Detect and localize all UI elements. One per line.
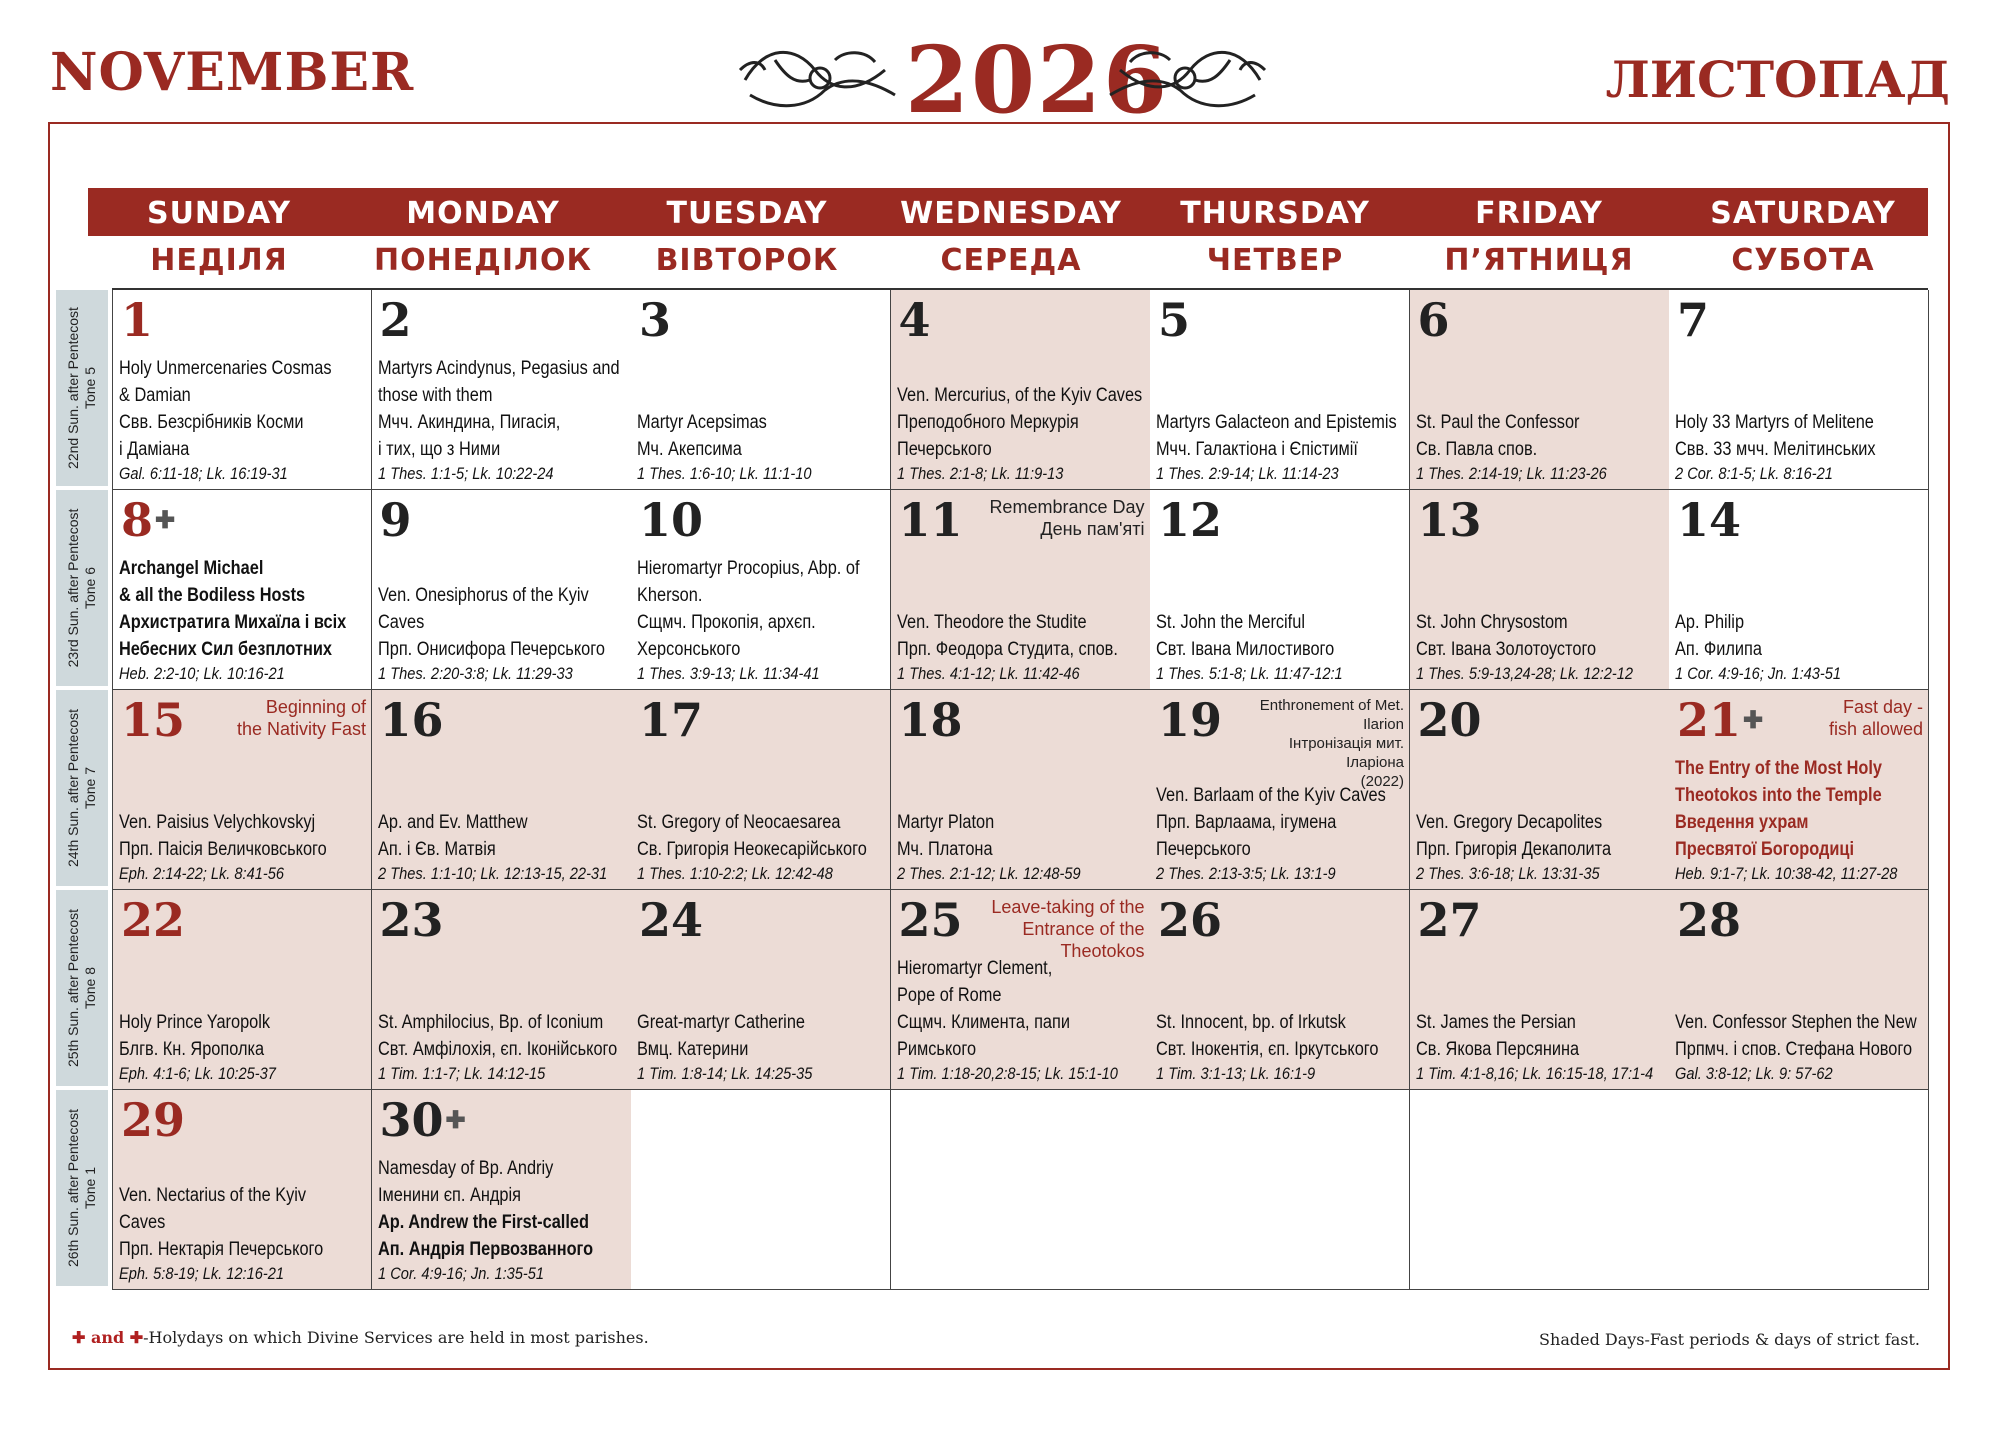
week-label bbox=[56, 290, 108, 486]
day-note: Enthronement of Met. Ilarion Інтронізація мит. Іларіона (2022) bbox=[1259, 697, 1404, 790]
day-number bbox=[1158, 494, 1222, 546]
readings-line: Heb. 9:1-7; Lk. 10:38-42, 11:27-28 bbox=[1675, 864, 1898, 883]
weekday-en: WEDNESDAY bbox=[900, 196, 1122, 231]
empty-cell bbox=[891, 1090, 1151, 1290]
day-number-text: 17 bbox=[639, 693, 704, 747]
readings-line: 1 Thes. 1:10-2:2; Lk. 12:42-48 bbox=[637, 864, 833, 883]
feast-line: Holy Prince Yaropolk bbox=[119, 1012, 271, 1033]
day-cell bbox=[112, 690, 372, 890]
feast-description bbox=[1416, 609, 1665, 685]
feast-line: Ven. Nectarius of the Kyiv bbox=[119, 1185, 307, 1206]
feast-description bbox=[1156, 409, 1405, 485]
week-label-text bbox=[65, 909, 99, 1067]
week-label-text bbox=[65, 1109, 99, 1267]
day-cell bbox=[1669, 690, 1929, 890]
readings-line: 1 Thes. 1:1-5; Lk. 10:22-24 bbox=[377, 464, 554, 483]
feast-line: Мч. Акепсима bbox=[637, 439, 742, 460]
day-number-text: 9 bbox=[379, 493, 412, 547]
day-cell bbox=[372, 1090, 632, 1290]
feast-line: Ven. Onesiphorus of the Kyiv bbox=[377, 585, 589, 606]
day-number-text: 6 bbox=[1417, 293, 1450, 347]
day-number-text: 22 bbox=[121, 893, 186, 947]
day-number bbox=[121, 1094, 185, 1146]
feast-line: & Damian bbox=[119, 385, 191, 406]
feast-line: і Даміана bbox=[119, 439, 190, 460]
holyday-cross-icon: ✚ bbox=[1743, 705, 1764, 734]
feast-description bbox=[1675, 609, 1924, 685]
weekday-thursday bbox=[1144, 188, 1406, 280]
feast-description bbox=[1675, 755, 1924, 885]
day-number-text: 24 bbox=[639, 893, 704, 947]
weekday-en: SATURDAY bbox=[1710, 196, 1896, 231]
readings-line: 1 Thes. 2:1-8; Lk. 11:9-13 bbox=[896, 464, 1063, 483]
day-number-text: 3 bbox=[639, 293, 672, 347]
weekday-tuesday bbox=[616, 188, 878, 280]
readings-line: 1 Thes. 2:14-19; Lk. 11:23-26 bbox=[1415, 464, 1607, 483]
day-cell bbox=[891, 490, 1151, 690]
feast-description bbox=[119, 809, 367, 885]
feast-line: Martyr Platon bbox=[896, 812, 994, 833]
day-cell bbox=[1410, 290, 1670, 490]
day-cell bbox=[372, 690, 632, 890]
empty-cell bbox=[1150, 1090, 1410, 1290]
feast-line: Іменини єп. Андрія bbox=[377, 1185, 521, 1206]
day-cell bbox=[1150, 290, 1410, 490]
week-label bbox=[56, 490, 108, 686]
day-number bbox=[899, 494, 963, 546]
day-cell bbox=[1410, 690, 1670, 890]
day-number bbox=[380, 894, 444, 946]
readings-line: 1 Tim. 4:1-8,16; Lk. 16:15-18, 17:1-4 bbox=[1415, 1064, 1653, 1083]
feast-description bbox=[119, 1182, 367, 1285]
weekday-en: MONDAY bbox=[406, 196, 560, 231]
feast-line: St. John the Merciful bbox=[1156, 612, 1305, 633]
feast-line: Kherson. bbox=[637, 585, 703, 606]
day-cell bbox=[631, 890, 891, 1090]
day-number-text: 10 bbox=[639, 493, 704, 547]
weekday-sunday bbox=[88, 188, 350, 280]
feast-line: Св. Якова Персянина bbox=[1415, 1039, 1579, 1060]
day-number bbox=[1418, 494, 1482, 546]
weekday-ua: П’ЯТНИЦЯ bbox=[1444, 243, 1634, 278]
week-label-line: Tone 7 bbox=[82, 766, 98, 810]
week-label-line: Tone 1 bbox=[82, 1166, 98, 1210]
feast-line: Печерського bbox=[896, 439, 992, 460]
day-number-text: 12 bbox=[1158, 493, 1223, 547]
readings-line: 1 Cor. 4:9-16; Jn. 1:35-51 bbox=[377, 1264, 544, 1283]
feast-line: Мчч. Галактіона і Єпістимії bbox=[1156, 439, 1358, 460]
feast-line: Блгв. Кн. Ярополка bbox=[119, 1039, 265, 1060]
week-label-text bbox=[65, 709, 99, 867]
feast-line: Свт. Амфілохія, єп. Іконійського bbox=[377, 1039, 617, 1060]
day-number bbox=[380, 494, 412, 546]
feast-line: Ap. Philip bbox=[1675, 612, 1745, 633]
day-cell bbox=[112, 1090, 372, 1290]
feast-description bbox=[897, 809, 1146, 885]
feast-line: Мчч. Акиндина, Пигасія, bbox=[377, 412, 560, 433]
feast-line: Введення ухрам bbox=[1675, 812, 1809, 833]
feast-line: Сщмч. Прокопія, архєп. bbox=[637, 612, 816, 633]
day-number bbox=[1677, 694, 1763, 746]
day-cell bbox=[1669, 490, 1929, 690]
feast-line: Theotokos into the Temple bbox=[1675, 785, 1882, 806]
day-number bbox=[380, 1094, 466, 1146]
weekday-ua: СУБОТА bbox=[1731, 243, 1875, 278]
day-cell bbox=[1410, 490, 1670, 690]
readings-line: 1 Tim. 3:1-13; Lk. 16:1-9 bbox=[1156, 1064, 1316, 1083]
right-ornament-icon bbox=[1100, 40, 1270, 118]
weekday-en: SUNDAY bbox=[146, 196, 292, 231]
readings-line: 1 Tim. 1:18-20,2:8-15; Lk. 15:1-10 bbox=[896, 1064, 1118, 1083]
day-number-text: 28 bbox=[1677, 893, 1742, 947]
day-number-text: 2 bbox=[379, 293, 412, 347]
readings-line: 2 Thes. 3:6-18; Lk. 13:31-35 bbox=[1415, 864, 1600, 883]
day-number-text: 25 bbox=[898, 893, 963, 947]
day-number-text: 19 bbox=[1158, 693, 1223, 747]
feast-description bbox=[119, 555, 367, 685]
week-label-text bbox=[65, 509, 99, 668]
feast-line: Римського bbox=[896, 1039, 976, 1060]
weekday-monday bbox=[352, 188, 614, 280]
day-cell bbox=[1150, 490, 1410, 690]
day-number-text: 5 bbox=[1158, 293, 1191, 347]
day-number bbox=[639, 294, 671, 346]
weekday-ua: ВІВТОРОК bbox=[655, 243, 839, 278]
readings-line: Eph. 4:1-6; Lk. 10:25-37 bbox=[119, 1064, 276, 1083]
readings-line: Eph. 5:8-19; Lk. 12:16-21 bbox=[119, 1264, 284, 1283]
week-label-line: Tone 6 bbox=[82, 566, 98, 610]
feast-line: Прп. Григорія Декаполита bbox=[1415, 839, 1611, 860]
feast-line: Пресвятої Богородиці bbox=[1675, 839, 1855, 860]
day-number bbox=[121, 494, 175, 546]
feast-line: Свв. 33 мчч. Мелітинських bbox=[1675, 439, 1876, 460]
weekday-ua: НЕДІЛЯ bbox=[150, 243, 288, 278]
day-number bbox=[899, 694, 963, 746]
feast-description bbox=[378, 809, 627, 885]
left-ornament-icon bbox=[735, 40, 905, 118]
day-number bbox=[121, 894, 185, 946]
day-number bbox=[1158, 894, 1222, 946]
footer-legend-text: -Holydays on which Divine Services are held in most parishes. bbox=[143, 1328, 649, 1347]
day-cell bbox=[1410, 890, 1670, 1090]
day-number bbox=[1418, 694, 1482, 746]
feast-line: Namesday of Bp. Andriy bbox=[377, 1158, 553, 1179]
readings-line: 2 Thes. 1:1-10; Lk. 12:13-15, 22-31 bbox=[377, 864, 607, 883]
week-label-line: 24th Sun. after Pentecost bbox=[65, 709, 81, 867]
feast-line: St. Gregory of Neocaesarea bbox=[637, 812, 841, 833]
day-cell bbox=[1669, 290, 1929, 490]
feast-description bbox=[1675, 409, 1924, 485]
week-label bbox=[56, 690, 108, 886]
holyday-cross-icon: ✚ bbox=[155, 505, 176, 534]
feast-line: Прп. Нектарія Печерського bbox=[119, 1239, 324, 1260]
day-cell bbox=[1669, 890, 1929, 1090]
year-title: 2026 bbox=[905, 26, 1170, 134]
feast-description bbox=[1156, 1009, 1405, 1085]
feast-line: Ap. Andrew the First-called bbox=[377, 1212, 589, 1233]
day-note: Fast day - fish allowed bbox=[1828, 697, 1923, 739]
weekday-saturday bbox=[1672, 188, 1934, 280]
day-number-text: 29 bbox=[121, 1093, 186, 1147]
feast-description bbox=[378, 355, 627, 485]
feast-line: Martyrs Galacteon and Epistemis bbox=[1156, 412, 1397, 433]
feast-line: Ven. Paisius Velychkovskyj bbox=[119, 812, 316, 833]
day-number bbox=[899, 294, 931, 346]
readings-line: 1 Thes. 4:1-12; Lk. 11:42-46 bbox=[896, 664, 1080, 683]
day-number-text: 18 bbox=[898, 693, 963, 747]
feast-line: Caves bbox=[119, 1212, 166, 1233]
feast-line: Прп. Паісія Величковського bbox=[119, 839, 327, 860]
day-number bbox=[639, 894, 703, 946]
feast-line: Печерського bbox=[1156, 839, 1251, 860]
day-cell bbox=[631, 690, 891, 890]
weekday-header bbox=[88, 188, 1928, 284]
feast-line: Ап. Филипа bbox=[1675, 639, 1762, 660]
weekday-ua: ПОНЕДІЛОК bbox=[373, 243, 593, 278]
feast-line: Ven. Barlaam of the Kyiv Caves bbox=[1156, 785, 1386, 806]
feast-description bbox=[637, 1009, 886, 1085]
readings-line: 1 Thes. 3:9-13; Lk. 11:34-41 bbox=[637, 664, 820, 683]
feast-line: Небесних Сил безплотних bbox=[119, 639, 332, 660]
week-label-line: 26th Sun. after Pentecost bbox=[65, 1109, 81, 1267]
holyday-cross-icon: ✚ bbox=[445, 1105, 466, 1134]
feast-description bbox=[897, 609, 1146, 685]
feast-description bbox=[1416, 809, 1665, 885]
weekday-ua: СЕРЕДА bbox=[940, 243, 1082, 278]
feast-line: Преподобного Меркурія bbox=[896, 412, 1079, 433]
day-number bbox=[121, 694, 185, 746]
feast-line: Св. Григорія Неокесарійського bbox=[637, 839, 867, 860]
empty-cell bbox=[1410, 1090, 1670, 1290]
day-number bbox=[1418, 894, 1482, 946]
week-label-line: Tone 8 bbox=[82, 966, 98, 1010]
weekday-en: THURSDAY bbox=[1180, 196, 1370, 231]
feast-line: Pope of Rome bbox=[896, 985, 1001, 1006]
feast-description bbox=[119, 1009, 367, 1085]
day-number-text: 13 bbox=[1417, 493, 1482, 547]
footer-shading-note: Shaded Days-Fast periods & days of strict fast. bbox=[1539, 1330, 1920, 1349]
feast-line: Holy Unmercenaries Cosmas bbox=[119, 358, 332, 379]
week-label bbox=[56, 890, 108, 1086]
readings-line: 2 Thes. 2:1-12; Lk. 12:48-59 bbox=[896, 864, 1081, 883]
day-number-text: 15 bbox=[121, 693, 186, 747]
day-number-text: 30 bbox=[379, 1093, 444, 1147]
feast-line: those with them bbox=[377, 385, 492, 406]
day-cell bbox=[112, 890, 372, 1090]
feast-line: The Entry of the Most Holy bbox=[1675, 758, 1882, 779]
day-cell bbox=[631, 290, 891, 490]
feast-line: Св. Павла спов. bbox=[1415, 439, 1537, 460]
day-cell bbox=[631, 490, 891, 690]
day-number-text: 26 bbox=[1158, 893, 1223, 947]
day-number bbox=[121, 294, 153, 346]
day-cell bbox=[112, 290, 372, 490]
day-cell bbox=[891, 690, 1151, 890]
feast-line: Hieromartyr Clement, bbox=[896, 958, 1052, 979]
day-number bbox=[1158, 294, 1190, 346]
feast-description bbox=[1416, 1009, 1665, 1085]
day-number bbox=[380, 694, 444, 746]
feast-line: Вмц. Катерини bbox=[637, 1039, 749, 1060]
day-cell bbox=[1150, 690, 1410, 890]
readings-line: 1 Thes. 2:20-3:8; Lk. 11:29-33 bbox=[377, 664, 573, 683]
feast-line: Ven. Confessor Stephen the New bbox=[1675, 1012, 1917, 1033]
feast-line: і тих, що з Ними bbox=[377, 439, 500, 460]
empty-cell bbox=[1669, 1090, 1929, 1290]
feast-line: Holy 33 Martyrs of Melitene bbox=[1675, 412, 1874, 433]
feast-line: Ап. і Єв. Матвія bbox=[377, 839, 496, 860]
feast-description bbox=[1416, 409, 1665, 485]
feast-line: Свт. Інокентія, єп. Іркутського bbox=[1156, 1039, 1379, 1060]
feast-description bbox=[119, 355, 367, 485]
week-label-line: Tone 5 bbox=[82, 366, 98, 410]
feast-line: Great-martyr Catherine bbox=[637, 1012, 805, 1033]
weekday-ua: ЧЕТВЕР bbox=[1206, 243, 1344, 278]
day-cell bbox=[372, 890, 632, 1090]
day-number-text: 21 bbox=[1677, 693, 1742, 747]
day-number bbox=[639, 494, 703, 546]
feast-description bbox=[378, 1009, 627, 1085]
feast-line: Свт. Івана Милостивого bbox=[1156, 639, 1335, 660]
week-label-text bbox=[65, 307, 99, 469]
day-number bbox=[1677, 494, 1741, 546]
feast-line: Ap. and Ev. Matthew bbox=[377, 812, 528, 833]
month-title-en: NOVEMBER bbox=[50, 42, 415, 103]
week-label bbox=[56, 1090, 108, 1286]
day-number-text: 4 bbox=[898, 293, 931, 347]
feast-line: St. Amphilocius, Bp. of Iconium bbox=[377, 1012, 603, 1033]
readings-line: 1 Thes. 5:9-13,24-28; Lk. 12:2-12 bbox=[1415, 664, 1633, 683]
weekday-en: TUESDAY bbox=[666, 196, 828, 231]
readings-line: Gal. 3:8-12; Lk. 9: 57-62 bbox=[1675, 1064, 1833, 1083]
feast-description bbox=[637, 555, 886, 685]
day-number-text: 1 bbox=[121, 293, 154, 347]
day-number bbox=[1677, 894, 1741, 946]
day-number bbox=[1418, 294, 1450, 346]
day-number-text: 8 bbox=[121, 493, 154, 547]
readings-line: 1 Thes. 5:1-8; Lk. 11:47-12:1 bbox=[1156, 664, 1343, 683]
day-note: Beginning of the Nativity Fast bbox=[236, 697, 366, 739]
day-number-text: 23 bbox=[379, 893, 444, 947]
feast-line: Martyr Acepsimas bbox=[637, 412, 767, 433]
feast-line: Мч. Платона bbox=[896, 839, 993, 860]
day-number bbox=[639, 694, 703, 746]
day-number-text: 11 bbox=[898, 493, 963, 547]
day-number bbox=[899, 894, 963, 946]
feast-description bbox=[897, 382, 1146, 485]
weekday-en: FRIDAY bbox=[1475, 196, 1603, 231]
calendar-grid bbox=[112, 288, 1928, 1288]
day-number bbox=[380, 294, 412, 346]
feast-line: Ven. Theodore the Studite bbox=[896, 612, 1087, 633]
feast-line: Херсонського bbox=[637, 639, 741, 660]
feast-description bbox=[1156, 609, 1405, 685]
feast-description bbox=[1675, 1009, 1924, 1085]
readings-line: 2 Thes. 2:13-3:5; Lk. 13:1-9 bbox=[1156, 864, 1336, 883]
feast-line: Сщмч. Климента, папи bbox=[896, 1012, 1070, 1033]
day-cell bbox=[1150, 890, 1410, 1090]
feast-line: Прп. Феодора Студита, спов. bbox=[896, 639, 1118, 660]
day-number-text: 20 bbox=[1417, 693, 1482, 747]
day-note: Leave-taking of the Entrance of the Theotokos bbox=[991, 897, 1145, 961]
day-cell bbox=[891, 290, 1151, 490]
feast-line: Ven. Gregory Decapolites bbox=[1415, 812, 1602, 833]
month-title-ua: ЛИСТОПАД bbox=[1605, 50, 1950, 109]
feast-line: Свт. Івана Золотоустого bbox=[1415, 639, 1596, 660]
day-number-text: 27 bbox=[1417, 893, 1482, 947]
day-cell bbox=[372, 290, 632, 490]
feast-line: Ап. Андрія Первозванного bbox=[377, 1239, 593, 1260]
feast-description bbox=[637, 409, 886, 485]
week-label-line: 22nd Sun. after Pentecost bbox=[65, 307, 81, 469]
feast-line: Martyrs Acindynus, Pegasius and bbox=[377, 358, 620, 379]
readings-line: 1 Tim. 1:1-7; Lk. 14:12-15 bbox=[377, 1064, 545, 1083]
footer-legend bbox=[72, 1328, 649, 1347]
feast-line: Прпмч. і спов. Стефана Нового bbox=[1675, 1039, 1913, 1060]
feast-line: Hieromartyr Procopius, Abp. of bbox=[637, 558, 860, 579]
readings-line: Heb. 2:2-10; Lk. 10:16-21 bbox=[119, 664, 285, 683]
day-number-text: 7 bbox=[1677, 293, 1710, 347]
day-cell bbox=[891, 890, 1151, 1090]
feast-line: St. Innocent, bp. of Irkutsk bbox=[1156, 1012, 1346, 1033]
day-note: Remembrance Day День пам'яті bbox=[989, 497, 1145, 539]
readings-line: 1 Thes. 2:9-14; Lk. 11:14-23 bbox=[1156, 464, 1339, 483]
day-number-text: 16 bbox=[379, 693, 444, 747]
day-cell bbox=[372, 490, 632, 690]
day-number bbox=[1158, 694, 1222, 746]
readings-line: Gal. 6:11-18; Lk. 16:19-31 bbox=[119, 464, 288, 483]
readings-line: 1 Cor. 4:9-16; Jn. 1:43-51 bbox=[1675, 664, 1842, 683]
readings-line: 1 Tim. 1:8-14; Lk. 14:25-35 bbox=[637, 1064, 813, 1083]
feast-line: Archangel Michael bbox=[119, 558, 264, 579]
feast-line: St. Paul the Confessor bbox=[1415, 412, 1579, 433]
day-number bbox=[1677, 294, 1709, 346]
day-cell bbox=[112, 490, 372, 690]
readings-line: 2 Cor. 8:1-5; Lk. 8:16-21 bbox=[1675, 464, 1833, 483]
empty-cell bbox=[631, 1090, 891, 1290]
week-label-line: 25th Sun. after Pentecost bbox=[65, 909, 81, 1067]
feast-line: St. John Chrysostom bbox=[1415, 612, 1568, 633]
readings-line: 1 Thes. 1:6-10; Lk. 11:1-10 bbox=[637, 464, 812, 483]
day-number-text: 14 bbox=[1677, 493, 1742, 547]
week-label-line: 23rd Sun. after Pentecost bbox=[65, 508, 81, 668]
feast-line: St. James the Persian bbox=[1415, 1012, 1576, 1033]
holyday-cross-icon: ✚ and ✚ bbox=[72, 1328, 144, 1347]
feast-description bbox=[378, 582, 627, 685]
feast-line: Ven. Mercurius, of the Kyiv Caves bbox=[896, 385, 1142, 406]
feast-line: Архистратига Михаїла і всіх bbox=[119, 612, 347, 633]
feast-description bbox=[1156, 782, 1405, 885]
weekday-wednesday bbox=[880, 188, 1142, 280]
feast-line: Caves bbox=[377, 612, 424, 633]
feast-line: Прп. Варлаама, ігумена bbox=[1156, 812, 1337, 833]
feast-description bbox=[378, 1155, 627, 1285]
feast-description bbox=[897, 955, 1146, 1085]
feast-description bbox=[637, 809, 886, 885]
feast-line: Прп. Онисифора Печерського bbox=[377, 639, 605, 660]
feast-line: & all the Bodiless Hosts bbox=[119, 585, 306, 606]
feast-line: Свв. Безсрібників Косми bbox=[119, 412, 304, 433]
readings-line: Eph. 2:14-22; Lk. 8:41-56 bbox=[119, 864, 284, 883]
weekday-friday bbox=[1408, 188, 1670, 280]
